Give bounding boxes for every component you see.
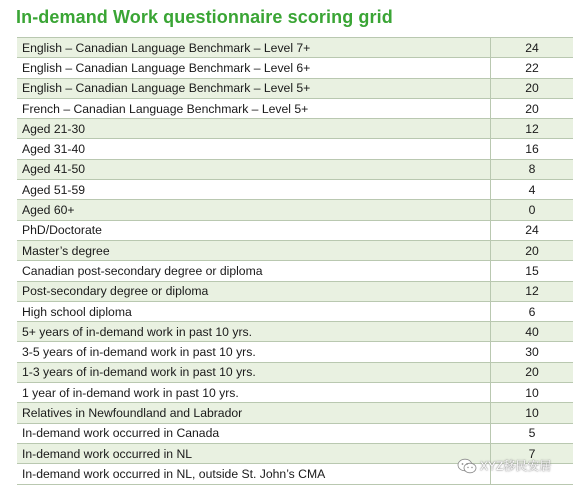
table-row <box>17 200 573 220</box>
criterion-label: Aged 41-50 <box>17 159 491 179</box>
criterion-label: English – Canadian Language Benchmark – Level 6+ <box>17 58 491 78</box>
points-value: 22 <box>491 58 574 78</box>
points-value: 40 <box>491 322 574 342</box>
wechat-icon <box>457 458 477 474</box>
points-value: 15 <box>491 261 574 281</box>
points-value: 7 <box>491 443 574 463</box>
criterion-label: Canadian post-secondary degree or diploma <box>17 261 491 281</box>
criterion-label: Aged 21-30 <box>17 119 491 139</box>
criterion-label: In-demand work occurred in NL <box>17 443 491 463</box>
table-row <box>17 58 573 78</box>
criterion-label: French – Canadian Language Benchmark – Level 5+ <box>17 98 491 118</box>
points-value: 20 <box>491 78 574 98</box>
criterion-label: Aged 31-40 <box>17 139 491 159</box>
criterion-label: High school diploma <box>17 301 491 321</box>
criterion-label: Relatives in Newfoundland and Labrador <box>17 403 491 423</box>
table-row <box>17 403 573 423</box>
points-value: 0 <box>491 200 574 220</box>
table-row <box>17 261 573 281</box>
table-row <box>17 423 573 443</box>
points-value: 8 <box>491 159 574 179</box>
criterion-label: 5+ years of in-demand work in past 10 yrs. <box>17 322 491 342</box>
points-value: 24 <box>491 38 574 58</box>
points-value: 30 <box>491 342 574 362</box>
page-title: In-demand Work questionnaire scoring grid <box>16 7 393 27</box>
points-value: 16 <box>491 139 574 159</box>
scoring-grid-table <box>17 37 573 485</box>
table-row <box>17 342 573 362</box>
criterion-label: 1 year of in-demand work in past 10 yrs. <box>17 383 491 403</box>
criterion-label: In-demand work occurred in Canada <box>17 423 491 443</box>
points-value: 20 <box>491 240 574 260</box>
watermark-text: XYZ移民安居 <box>480 459 552 473</box>
table-row <box>17 119 573 139</box>
points-value: 10 <box>491 403 574 423</box>
table-row <box>17 139 573 159</box>
criterion-label: Master’s degree <box>17 240 491 260</box>
criterion-label: Post-secondary degree or diploma <box>17 281 491 301</box>
table-row <box>17 78 573 98</box>
table-row <box>17 383 573 403</box>
criterion-label: PhD/Doctorate <box>17 220 491 240</box>
table-row <box>17 98 573 118</box>
table-row <box>17 159 573 179</box>
criterion-label: English – Canadian Language Benchmark – Level 7+ <box>17 38 491 58</box>
points-value: 10 <box>491 383 574 403</box>
table-row <box>17 362 573 382</box>
criterion-label: Aged 51-59 <box>17 180 491 200</box>
table-row <box>17 301 573 321</box>
points-value: 12 <box>491 119 574 139</box>
points-value: 5 <box>491 423 574 443</box>
table-row <box>17 281 573 301</box>
points-value: 6 <box>491 301 574 321</box>
criterion-label: English – Canadian Language Benchmark – Level 5+ <box>17 78 491 98</box>
points-value: 20 <box>491 362 574 382</box>
criterion-label: 1-3 years of in-demand work in past 10 yrs. <box>17 362 491 382</box>
table-row <box>17 240 573 260</box>
table-row <box>17 220 573 240</box>
points-value: 24 <box>491 220 574 240</box>
table-row <box>17 38 573 58</box>
points-value: 12 <box>491 281 574 301</box>
criterion-label: Aged 60+ <box>17 200 491 220</box>
points-value: 20 <box>491 98 574 118</box>
table-row <box>17 180 573 200</box>
points-value: 4 <box>491 180 574 200</box>
criterion-label: In-demand work occurred in NL, outside St. John’s CMA <box>17 464 491 484</box>
table-row <box>17 322 573 342</box>
watermark <box>457 457 551 474</box>
criterion-label: 3-5 years of in-demand work in past 10 yrs. <box>17 342 491 362</box>
